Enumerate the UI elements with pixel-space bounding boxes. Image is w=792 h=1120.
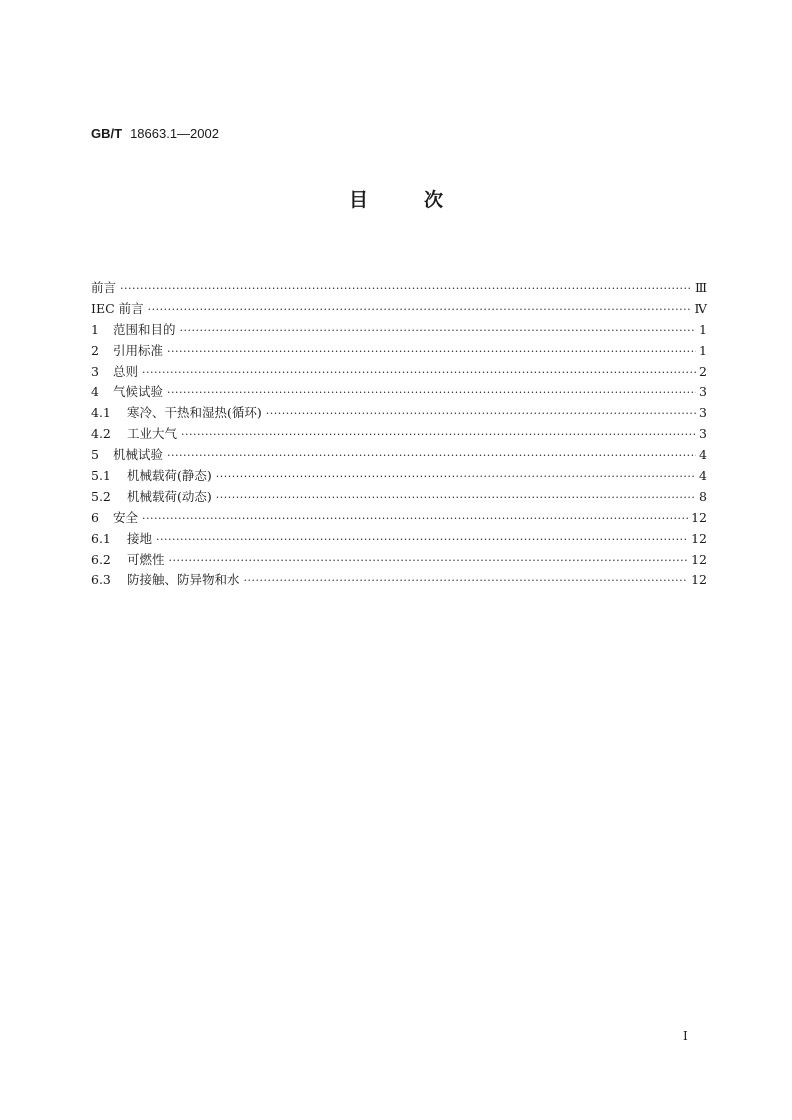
toc-entry-page: 3	[699, 426, 707, 442]
toc-entry-iec-foreword[interactable]	[91, 299, 707, 320]
standard-prefix: GB/T	[91, 126, 123, 141]
toc-entry-number: 4	[91, 384, 99, 400]
toc-entry-number: 4.1	[91, 405, 111, 421]
toc-entry-label: 机械试验	[113, 447, 164, 463]
toc-entry-number: 6.2	[91, 551, 111, 567]
toc-entry-page: 12	[691, 530, 707, 546]
toc-entry-page: 12	[691, 572, 707, 588]
dot-leader	[180, 321, 696, 342]
toc-entry-label: 范围和目的	[113, 321, 176, 337]
toc-entry-6-1[interactable]	[91, 529, 707, 550]
toc-entry-page: Ⅳ	[694, 300, 707, 316]
dot-leader	[244, 571, 689, 592]
toc-entry-5-1[interactable]	[91, 466, 707, 487]
toc-entry-label: 前言	[91, 280, 117, 295]
toc-entry-number: 2	[91, 342, 99, 358]
toc-entry-label: 引用标准	[113, 342, 164, 358]
toc-entry-label: 机械载荷(动态)	[127, 488, 212, 504]
dot-leader	[142, 509, 688, 530]
toc-entry-5-2[interactable]	[91, 487, 707, 508]
toc-entry-2[interactable]	[91, 341, 707, 362]
dot-leader	[142, 363, 696, 384]
toc-entry-5[interactable]	[91, 445, 707, 466]
toc-entry-number: 6.3	[91, 572, 111, 588]
toc-entry-number: 5	[91, 447, 99, 463]
toc-entry-label: 气候试验	[113, 384, 164, 400]
toc-entry-label: 总则	[113, 363, 139, 379]
toc-entry-1[interactable]	[91, 320, 707, 341]
dot-leader	[181, 425, 696, 446]
toc-entry-page: Ⅲ	[694, 280, 707, 295]
toc-entry-page: 1	[699, 321, 707, 337]
dot-leader	[167, 446, 696, 467]
toc-list	[91, 278, 707, 591]
standard-number-header	[91, 126, 219, 142]
dot-leader	[167, 342, 696, 363]
toc-entry-number: 6.1	[91, 530, 111, 546]
toc-entry-number: 4.2	[91, 426, 111, 442]
toc-entry-6[interactable]	[91, 508, 707, 529]
toc-entry-page: 4	[699, 447, 707, 463]
toc-entry-label: 防接触、防异物和水	[127, 572, 240, 588]
dot-leader	[216, 467, 696, 488]
toc-entry-page: 2	[699, 363, 707, 379]
toc-entry-4[interactable]	[91, 382, 707, 403]
toc-entry-3[interactable]	[91, 362, 707, 383]
toc-entry-number: 6	[91, 509, 99, 525]
toc-entry-6-3[interactable]	[91, 570, 707, 591]
toc-title	[0, 188, 792, 212]
toc-title-char-1: 目	[348, 189, 368, 211]
toc-entry-label: 可燃性	[127, 551, 165, 567]
dot-leader	[148, 300, 692, 321]
toc-entry-number: 5.2	[91, 488, 111, 504]
toc-entry-page: 1	[699, 342, 707, 358]
dot-leader	[216, 488, 696, 509]
toc-entry-label: 安全	[113, 509, 139, 525]
toc-entry-label: IEC 前言	[91, 300, 144, 316]
toc-entry-page: 12	[691, 551, 707, 567]
toc-entry-4-1[interactable]	[91, 403, 707, 424]
dot-leader	[120, 279, 692, 300]
dot-leader	[169, 551, 689, 572]
dot-leader	[266, 404, 696, 425]
standard-number: 18663.1—2002	[130, 126, 219, 141]
dot-leader	[167, 383, 696, 404]
toc-title-char-2: 次	[424, 189, 444, 211]
toc-entry-4-2[interactable]	[91, 424, 707, 445]
toc-entry-number: 3	[91, 363, 99, 379]
toc-entry-6-2[interactable]	[91, 550, 707, 571]
toc-entry-number: 1	[91, 321, 99, 337]
toc-entry-foreword[interactable]	[91, 278, 707, 299]
page-number: I	[683, 1029, 688, 1043]
toc-entry-label: 寒冷、干热和湿热(循环)	[127, 405, 262, 421]
toc-entry-page: 3	[699, 405, 707, 421]
dot-leader	[156, 530, 688, 551]
toc-entry-number: 5.1	[91, 468, 111, 484]
toc-entry-page: 3	[699, 384, 707, 400]
toc-entry-label: 工业大气	[127, 426, 178, 442]
toc-entry-page: 12	[691, 509, 707, 525]
toc-entry-label: 机械载荷(静态)	[127, 468, 212, 484]
toc-entry-page: 4	[699, 468, 707, 484]
toc-entry-page: 8	[699, 488, 707, 504]
toc-entry-label: 接地	[127, 530, 153, 546]
